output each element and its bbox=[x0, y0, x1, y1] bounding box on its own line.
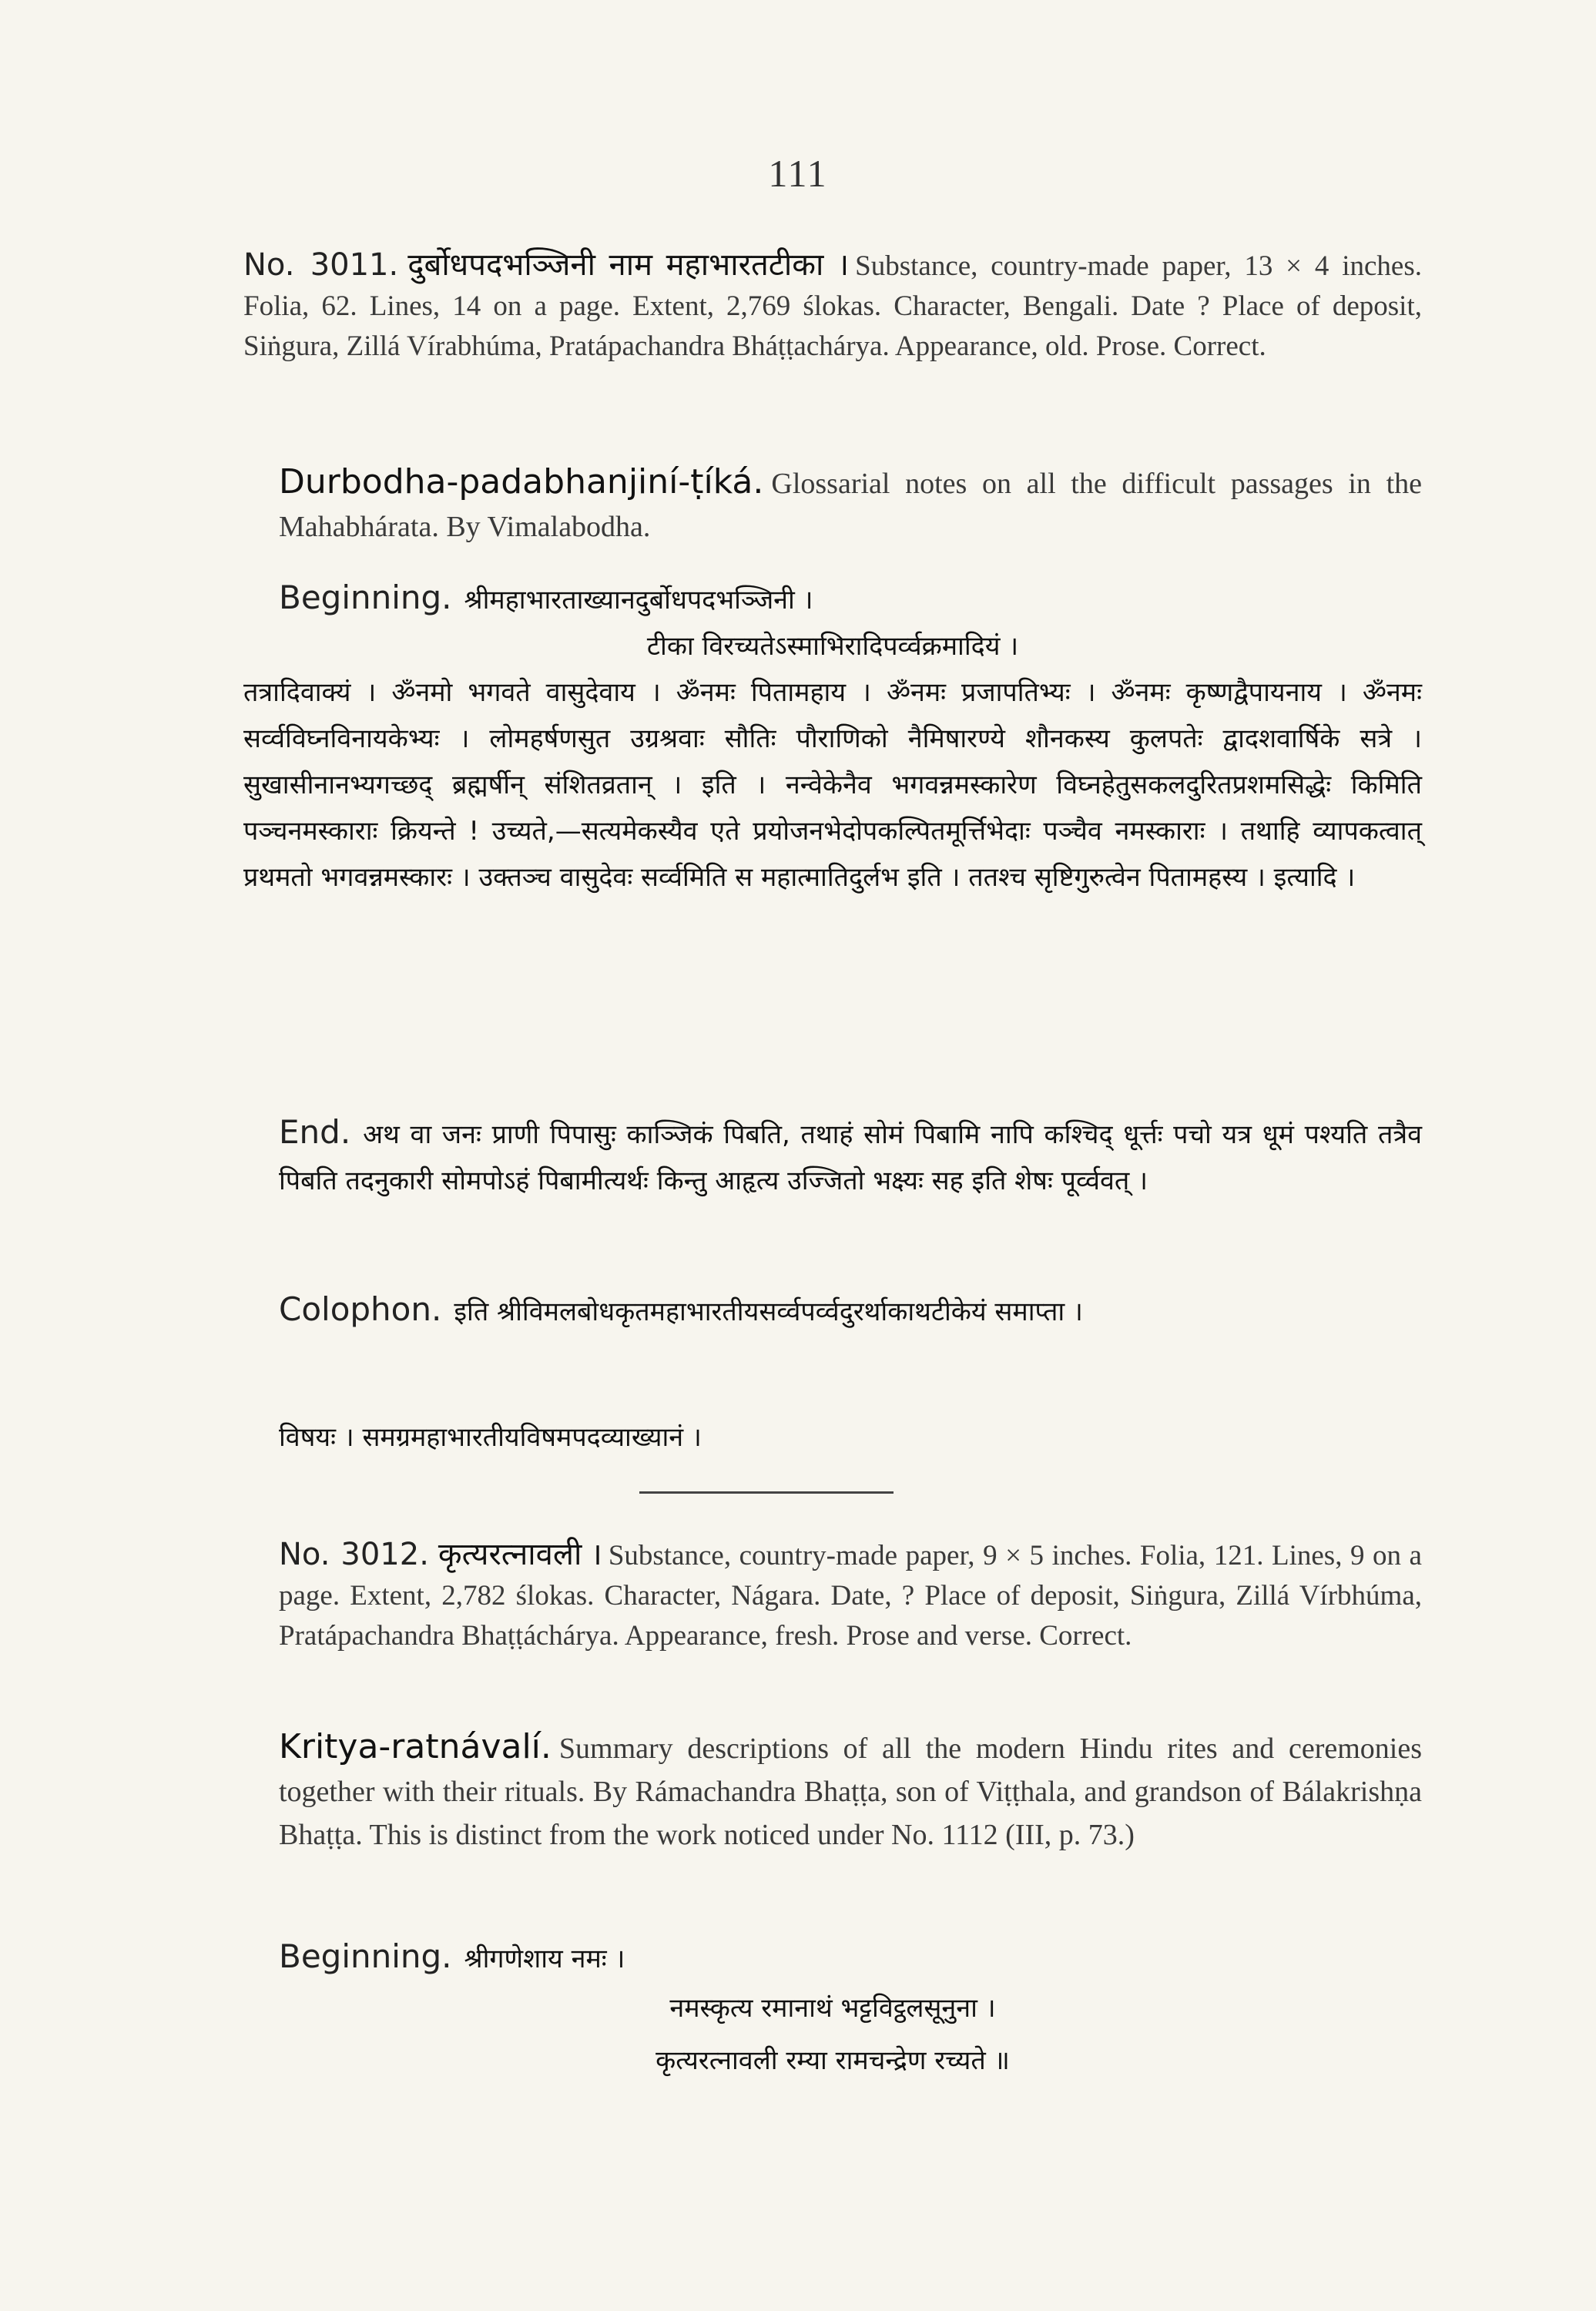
entry-description: Substance, country-made paper, 13 × 4 inches. Folia, 62. Lines, 14 on a page. Extent, 2,769 ślokas. Character, Bengali. Date ? Place of deposit, Siṅgura, Zillá Vírabhúma, Pratápachandra Bháṭṭachárya. Appearance, old. Prose. Correct. bbox=[243, 250, 1423, 362]
entry-3011-subject bbox=[243, 1414, 1422, 1461]
end-label: End. bbox=[279, 1113, 351, 1151]
end-text: अथ वा जनः प्राणी पिपासुः काञ्जिकं पिबति, तथाहं सोमं पिबामि नापि कश्चिद् धूर्त्तः पचो यत्र धूमं पश्यति तत्रैव पिबति तदनुकारी सोमपोऽहं पिबामीत्यर्थः किन्तु आहृत्य उज्जितो भक्ष्यः सह इति शेषः पूर्व्ववत् । bbox=[279, 1119, 1422, 1196]
beginning-heading-line bbox=[243, 575, 1422, 623]
title-paragraph bbox=[243, 1726, 1422, 1857]
entry-description: Substance, country-made paper, 9 × 5 inches. Folia, 121. Lines, 9 on a page. Extent, 2,782 ślokas. Character, Nágara. Date, ? Place of deposit, Siṅgura, Zillá Vírbhúma, Pratápachandra Bhaṭṭáchárya. Appearance, fresh. Prose and verse. Correct. bbox=[279, 1540, 1422, 1652]
entry-3011-end bbox=[243, 1109, 1422, 1204]
sanskrit-title: दुर्बोधपदभञ्जिनी नाम महाभारतटीका । bbox=[407, 247, 850, 282]
beginning-label: Beginning. bbox=[279, 1937, 452, 1975]
entry-3011-colophon bbox=[243, 1286, 1422, 1335]
entry-3012-header bbox=[243, 1535, 1422, 1656]
subject-text: विषयः । समग्रमहाभारतीयविषमपदव्याख्यानं । bbox=[279, 1422, 702, 1453]
entry-3011 bbox=[243, 245, 1422, 367]
sanskrit-title: कृत्यरत्नावली । bbox=[438, 1537, 602, 1571]
entry-number: No. 3012. bbox=[279, 1537, 429, 1572]
title-paragraph bbox=[243, 461, 1422, 548]
entry-3012 bbox=[243, 1535, 1422, 1656]
colophon-label: Colophon. bbox=[279, 1290, 442, 1328]
beginning-verse-2: कृत्यरत्नावली रम्या रामचन्द्रेण रच्यते ॥ bbox=[656, 2045, 1010, 2076]
entry-3011-title-block bbox=[243, 461, 1422, 548]
section-divider bbox=[639, 1491, 894, 1494]
entry-3011-header bbox=[243, 245, 1422, 367]
entry-number: No. 3011. bbox=[243, 247, 399, 283]
beginning-verse-1: श्रीमहाभारताख्यानदुर्बोधपदभञ्जिनी । bbox=[464, 585, 813, 615]
page-number: 111 bbox=[768, 152, 828, 195]
beginning-verse-2: टीका विरच्यतेऽस्माभिरादिपर्व्वक्रमादियं । bbox=[646, 631, 1019, 662]
beginning-heading-line bbox=[243, 1934, 1422, 1982]
work-title: Durbodha-padabhanjiní-ṭíká. bbox=[279, 462, 764, 501]
entry-3012-beginning bbox=[243, 1934, 1422, 2087]
work-summary: Summary descriptions of all the modern Hindu rites and ceremonies together with their rituals. By Rámachandra Bhaṭṭa, son of Viṭṭhala, and grandson of Bálakrishṇa Bhaṭṭa. This is distinct from the work noticed under No. 1112 (III, p. 73.) bbox=[279, 1732, 1422, 1851]
entry-3012-title-block bbox=[243, 1726, 1422, 1857]
colophon-paragraph bbox=[243, 1286, 1422, 1335]
end-paragraph bbox=[243, 1109, 1422, 1204]
beginning-label: Beginning. bbox=[279, 579, 452, 616]
work-summary: Glossarial notes on all the difficult passages in the Mahabhárata. By Vimalabodha. bbox=[279, 468, 1422, 543]
beginning-invocation: श्रीगणेशाय नमः । bbox=[464, 1944, 625, 1974]
entry-3011-beginning bbox=[243, 575, 1422, 901]
beginning-text: तत्रादिवाक्यं । ॐनमो भगवते वासुदेवाय । ॐनमः पितामहाय । ॐनमः प्रजापतिभ्यः । ॐनमः कृष्णद्वैपायनाय । ॐनमः सर्व्वविघ्नविनायकेभ्यः । लोमहर्षणसुत उग्रश्रवाः सौतिः पौराणिको नैमिषारण्ये शौनकस्य कुलपतेः द्वादशवार्षिके सत्रे । सुखासीनानभ्यगच्छद् ब्रह्मर्षीन् संशितव्रतान् । इति । नन्वेकेनैव भगवन्नमस्कारेण विघ्नहेतुसकलदुरितप्रशमसिद्धेः किमिति पञ्चनमस्काराः क्रियन्ते ! उच्यते,—सत्यमेकस्यैव एते प्रयोजनभेदोपकल्पितमूर्त्तिभेदाः पञ्चैव नमस्काराः । तथाहि व्यापकत्वात् प्रथमतो भगवन्नमस्कारः । उक्तञ्च वासुदेवः सर्व्वमिति स महात्मातिदुर्लभ इति । ततश्च सृष्टिगुरुत्वेन पितामहस्य । इत्यादि । bbox=[243, 677, 1422, 893]
work-title: Kritya-ratnávalí. bbox=[279, 1727, 552, 1766]
beginning-verse-1: नमस्कृत्य रमानाथं भट्टविट्ठलसूनुना । bbox=[669, 1993, 996, 2024]
colophon-text: इति श्रीविमलबोधकृतमहाभारतीयसर्व्वपर्व्वदुरर्थाकाथटीकेयं समाप्ता । bbox=[454, 1296, 1083, 1327]
